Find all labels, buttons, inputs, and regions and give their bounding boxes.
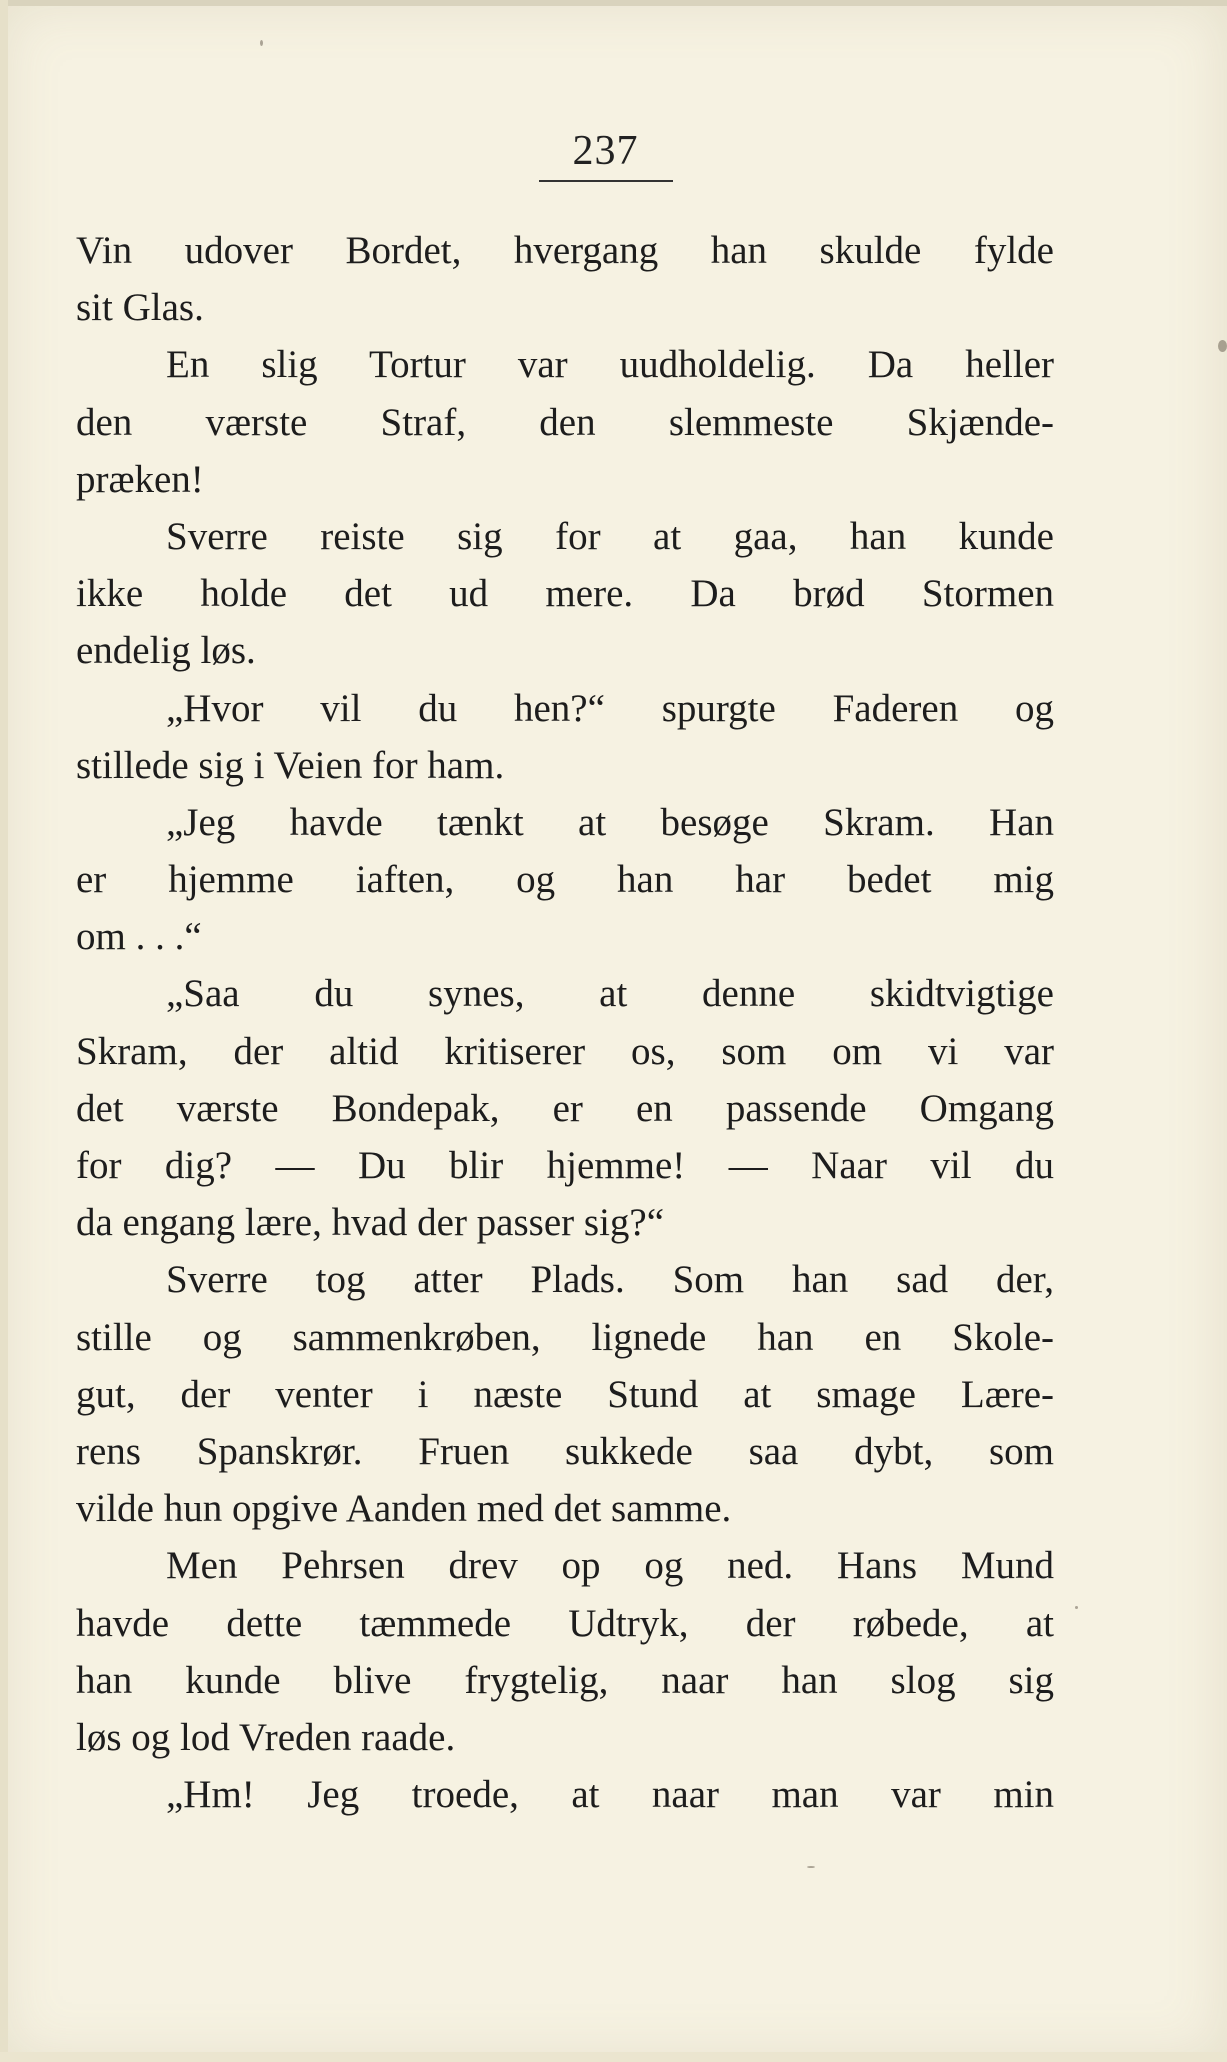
- text-line: om . . .“: [76, 915, 202, 959]
- text-line: er hjemme iaften, og han har bedet mig: [76, 858, 1054, 902]
- text-line: „Saa du synes, at denne skidtvigtige: [166, 972, 1054, 1016]
- text-line: „Jeg havde tænkt at besøge Skram. Han: [166, 800, 1054, 844]
- paper-speck: [807, 1866, 815, 1868]
- text-line: Men Pehrsen drev op og ned. Hans Mund: [166, 1544, 1054, 1588]
- text-line: det værste Bondepak, er en passende Omgang: [76, 1086, 1054, 1130]
- text-line: da engang lære, hvad der passer sig?“: [76, 1201, 665, 1245]
- text-line: sit Glas.: [76, 286, 204, 330]
- text-line: han kunde blive frygtelig, naar han slog sig: [76, 1658, 1054, 1702]
- text-line: havde dette tæmmede Udtryk, der røbede, at: [76, 1601, 1054, 1645]
- paper-speck: [1218, 340, 1227, 352]
- text-line: „Hm! Jeg troede, at naar man var min: [166, 1773, 1054, 1817]
- page-left-edge: [0, 0, 8, 2062]
- text-line: præken!: [76, 457, 204, 501]
- text-line: En slig Tortur var uudholdelig. Da heller: [166, 343, 1054, 387]
- text-line: Sverre reiste sig for at gaa, han kunde: [166, 514, 1054, 558]
- text-line: „Hvor vil du hen?“ spurgte Faderen og: [166, 686, 1054, 730]
- text-line: endelig løs.: [76, 629, 256, 673]
- text-line: gut, der venter i næste Stund at smage Lære-: [76, 1372, 1054, 1416]
- text-line: for dig? — Du blir hjemme! — Naar vil du: [76, 1144, 1054, 1187]
- text-line: rens Spanskrør. Fruen sukkede saa dybt, som: [76, 1429, 1054, 1473]
- text-line: den værste Straf, den slemmeste Skjænde-: [76, 400, 1054, 444]
- page-top-edge: [0, 0, 1227, 6]
- text-line: stille og sammenkrøben, lignede han en Skole-: [76, 1315, 1054, 1359]
- text-line: løs og lod Vreden raade.: [76, 1715, 456, 1759]
- page-number: 237: [539, 128, 673, 182]
- text-line: ikke holde det ud mere. Da brød Stormen: [76, 572, 1054, 616]
- paper-speck: [260, 40, 263, 46]
- body-text: [76, 222, 1054, 1823]
- text-line: vilde hun opgive Aanden med det samme.: [76, 1487, 732, 1531]
- text-line: stillede sig i Veien for ham.: [76, 743, 505, 787]
- page-header: [0, 128, 1227, 182]
- text-line: Skram, der altid kritiserer os, som om vi var: [76, 1029, 1054, 1073]
- text-line: Vin udover Bordet, hvergang han skulde fylde: [76, 229, 1054, 272]
- text-line: Sverre tog atter Plads. Som han sad der,: [166, 1258, 1054, 1302]
- paper-speck: [1075, 1606, 1078, 1609]
- page-bottom-edge: [0, 2052, 1227, 2062]
